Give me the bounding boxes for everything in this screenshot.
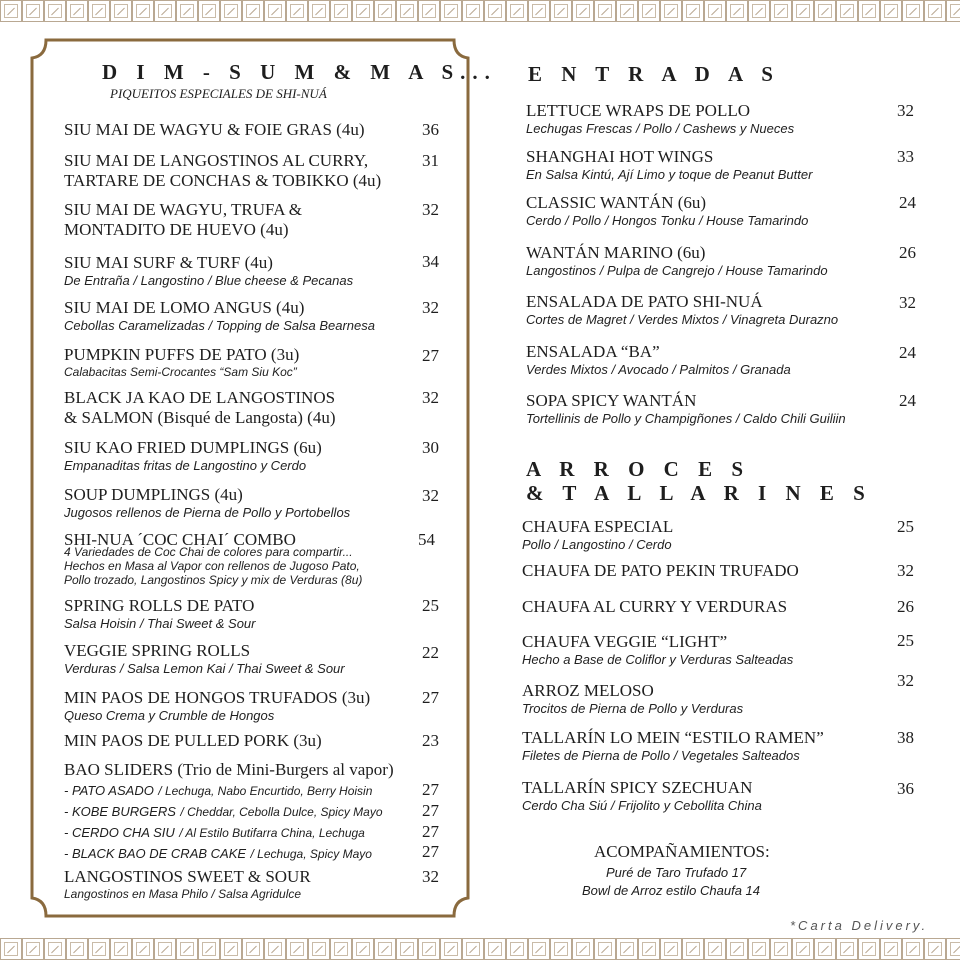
item-name: SIU MAI DE WAGYU & FOIE GRAS (4u) [64,120,365,139]
ornament-tile [0,0,22,22]
item-description: Trocitos de Pierna de Pollo y Verduras [522,701,744,716]
ornament-tile [770,0,792,22]
ornament-tile [484,0,506,22]
item-name-line2: MONTADITO DE HUEVO (4u) [64,220,289,239]
ornament-tile [880,938,902,960]
ornament-tile [792,938,814,960]
ornament-tile [858,0,880,22]
ornament-tile [176,0,198,22]
ornament-tile [726,0,748,22]
item-name: PUMPKIN PUFFS DE PATO (3u) [64,345,300,364]
ornament-tile [198,0,220,22]
item-name-line2: & SALMON (Bisqué de Langosta) (4u) [64,408,336,427]
menu-item [522,517,673,552]
ornament-tile [594,0,616,22]
item-description: Cerdo / Pollo / Hongos Tonku / House Tamarindo [526,213,809,228]
item-description: Empanaditas fritas de Langostino y Cerdo [64,458,307,473]
bao-description: / Cheddar, Cebolla Dulce, Spicy Mayo [180,805,383,819]
ornament-tile [154,0,176,22]
item-name: BAO SLIDERS (Trio de Mini-Burgers al vapor) [64,760,394,779]
item-price: 24 [899,193,916,212]
item-price: 32 [422,388,439,407]
ornament-tile [330,0,352,22]
item-description: Verdes Mixtos / Avocado / Palmitos / Granada [526,362,791,377]
item-price: 26 [899,243,916,262]
ornament-tile [330,938,352,960]
ornament-tile [0,938,22,960]
item-price: 25 [897,631,914,650]
menu-item [64,253,353,288]
ornament-tile [132,938,154,960]
item-description: Langostinos en Masa Philo / Salsa Agridulce [64,887,302,901]
ornament-tile [704,938,726,960]
item-price: 54 [418,530,435,549]
ornament-tile [902,0,924,22]
item-description: Salsa Hoisin / Thai Sweet & Sour [64,616,256,631]
menu-item [526,391,846,426]
ornament-tile [308,938,330,960]
ornament-tile [44,938,66,960]
item-name: SIU MAI SURF & TURF (4u) [64,253,273,272]
item-name: ENSALADA “BA” [526,342,660,361]
item-price: 32 [422,867,439,886]
ornament-tile [836,938,858,960]
item-price: 34 [422,252,439,271]
ornament-tile [902,938,924,960]
ornament-tile [880,0,902,22]
ornament-tile [594,938,616,960]
item-name: SHI-NUA ´COC CHAI´ COMBO [64,530,296,549]
ornament-tile [462,938,484,960]
item-name: SOUP DUMPLINGS (4u) [64,485,243,504]
menu-item [64,731,322,751]
ornament-tile [748,0,770,22]
item-name: SIU MAI DE LOMO ANGUS (4u) [64,298,305,317]
ornament-tile [660,938,682,960]
item-price: 25 [897,517,914,536]
item-name: CHAUFA AL CURRY Y VERDURAS [522,597,788,616]
ornament-tile [550,938,572,960]
dimsum-subtitle: PIQUEITOS ESPECIALES DE SHI-NUÁ [110,86,327,101]
ornament-tile [792,0,814,22]
item-name: CHAUFA ESPECIAL [522,517,674,536]
ornament-tile [88,0,110,22]
menu-item [522,597,787,617]
ornament-tile [110,0,132,22]
ornament-tile [616,0,638,22]
ornament-tile [484,938,506,960]
item-price: 32 [422,486,439,505]
menu-item [64,151,381,191]
item-name: SHANGHAI HOT WINGS [526,147,714,166]
item-price: 31 [422,151,439,170]
menu-item [522,681,743,716]
item-name: SIU MAI DE WAGYU, TRUFA & [64,200,303,219]
item-description: Langostinos / Pulpa de Cangrejo / House Tamarindo [526,263,828,278]
ornament-tile [110,938,132,960]
menu-item [64,530,362,587]
item-description: Tortellinis de Pollo y Champigñones / Caldo Chili Guiliin [526,411,846,426]
menu-item [64,120,365,140]
ornament-tile [374,938,396,960]
ornament-tile [682,0,704,22]
ornament-tile [418,938,440,960]
menu-item [64,760,394,780]
ornament-tile [44,0,66,22]
bao-name: - KOBE BURGERS [64,804,176,819]
bao-row [64,782,372,800]
ornament-tile [220,0,242,22]
item-price: 32 [899,293,916,312]
menu-item [64,345,299,379]
ornament-tile [374,0,396,22]
ornament-tile [220,938,242,960]
ornament-tile [924,938,946,960]
side-dish-line: Puré de Taro Trufado 17 [606,865,747,880]
item-name: MIN PAOS DE PULLED PORK (3u) [64,731,322,750]
ornament-tile [946,0,960,22]
ornament-tile [506,938,528,960]
item-price: 24 [899,391,916,410]
item-price: 26 [897,597,914,616]
bao-name: - PATO ASADO [64,783,154,798]
bao-row [64,803,383,821]
ornament-tile [154,938,176,960]
item-price: 27 [422,780,439,799]
item-price: 32 [897,561,914,580]
item-name: LETTUCE WRAPS DE POLLO [526,101,750,120]
bao-row [64,845,372,863]
ornament-tile [352,938,374,960]
item-name: SOPA SPICY WANTÁN [526,391,697,410]
item-price: 30 [422,438,439,457]
item-price: 32 [422,200,439,219]
ornament-tile [858,938,880,960]
ornament-tile [462,0,484,22]
ornament-tile [264,0,286,22]
top-ornament-border [0,0,960,22]
item-description: Pollo / Langostino / Cerdo [522,537,672,552]
item-price: 32 [897,671,914,690]
ornament-tile [660,0,682,22]
item-description: En Salsa Kintú, Ají Limo y toque de Peanut Butter [526,167,813,182]
menu-item [64,388,336,428]
item-description-line3: Pollo trozado, Langostinos Spicy y mix de Verduras (8u) [64,573,363,587]
menu-item [526,243,828,278]
bao-description: / Al Estilo Butifarra China, Lechuga [179,826,365,840]
ornament-tile [814,938,836,960]
item-name: SIU KAO FRIED DUMPLINGS (6u) [64,438,322,457]
item-price: 36 [897,779,914,798]
side-dish-line: Bowl de Arroz estilo Chaufa 14 [582,883,761,898]
ornament-tile [726,938,748,960]
item-name: LANGOSTINOS SWEET & SOUR [64,867,311,886]
bottom-ornament-border [0,938,960,960]
entradas-title: E N T R A D A S [528,62,780,86]
item-name: SIU MAI DE LANGOSTINOS AL CURRY, [64,151,369,170]
item-price: 25 [422,596,439,615]
item-name: ARROZ MELOSO [522,681,654,700]
ornament-tile [572,938,594,960]
ornament-tile [22,0,44,22]
ornament-tile [506,0,528,22]
ornament-tile [198,938,220,960]
item-price: 27 [422,688,439,707]
item-name: BLACK JA KAO DE LANGOSTINOS [64,388,336,407]
menu-item [64,485,350,520]
item-name: CHAUFA VEGGIE “LIGHT” [522,632,728,651]
menu-item [522,728,824,763]
ornament-tile [770,938,792,960]
item-description: Cebollas Caramelizadas / Topping de Salsa Bearnesa [64,318,375,333]
ornament-tile [22,938,44,960]
ornament-tile [528,938,550,960]
item-price: 38 [897,728,914,747]
menu-item [522,778,762,813]
item-description: Jugosos rellenos de Pierna de Pollo y Portobellos [64,505,351,520]
menu-item [522,561,799,581]
item-price: 27 [422,822,439,841]
item-name: MIN PAOS DE HONGOS TRUFADOS (3u) [64,688,371,707]
ornament-tile [440,938,462,960]
delivery-footnote: *Carta Delivery. [790,918,929,933]
item-name: SPRING ROLLS DE PATO [64,596,255,615]
ornament-tile [286,938,308,960]
ornament-tile [946,938,960,960]
dimsum-title: D I M - S U M & M A S... [102,60,497,84]
menu-item [64,596,255,631]
arroces-title-line2: & T A L L A R I N E S [526,481,872,505]
item-price: 32 [897,101,914,120]
ornament-tile [308,0,330,22]
item-description: Queso Crema y Crumble de Hongos [64,708,275,723]
item-price: 27 [422,842,439,861]
item-description: Calabacitas Semi-Crocantes “Sam Siu Koc” [64,365,297,379]
item-name: TALLARÍN LO MEIN “ESTILO RAMEN” [522,728,824,747]
ornament-tile [352,0,374,22]
menu-item [526,342,791,377]
menu-item [526,147,812,182]
menu-item [64,200,302,240]
ornament-tile [550,0,572,22]
item-name-line2: TARTARE DE CONCHAS & TOBIKKO (4u) [64,171,382,190]
item-description: Hecho a Base de Coliflor y Verduras Salteadas [522,652,794,667]
ornament-tile [638,938,660,960]
ornament-tile [242,938,264,960]
arroces-title: A R R O C E S [526,457,751,481]
menu-item [64,688,370,723]
ornament-tile [748,938,770,960]
item-price: 24 [899,343,916,362]
ornament-tile [66,0,88,22]
item-description: De Entraña / Langostino / Blue cheese & Pecanas [64,273,354,288]
ornament-tile [176,938,198,960]
menu-item [526,101,794,136]
ornament-tile [814,0,836,22]
ornament-tile [924,0,946,22]
item-description: Lechugas Frescas / Pollo / Cashews y Nueces [526,121,795,136]
ornament-tile [88,938,110,960]
item-description: Verduras / Salsa Lemon Kai / Thai Sweet & Sour [64,661,345,676]
item-description: 4 Variedades de Coc Chai de colores para compartir... [64,545,353,559]
item-description: Cerdo Cha Siú / Frijolito y Cebollita China [522,798,762,813]
menu-item [64,298,375,333]
item-price: 27 [422,801,439,820]
bao-description: / Lechuga, Spicy Mayo [250,847,372,861]
ornament-tile [836,0,858,22]
ornament-tile [440,0,462,22]
ornament-tile [638,0,660,22]
item-name: TALLARÍN SPICY SZECHUAN [522,778,753,797]
item-price: 32 [422,298,439,317]
item-price: 27 [422,346,439,365]
item-price: 23 [422,731,439,750]
bao-name: - CERDO CHA SIU [64,825,175,840]
menu-item [522,632,793,667]
menu-item [526,292,838,327]
ornament-tile [132,0,154,22]
ornament-tile [418,0,440,22]
ornament-tile [286,0,308,22]
ornament-tile [616,938,638,960]
item-name: ENSALADA DE PATO SHI-NUÁ [526,292,763,311]
item-price: 33 [897,147,914,166]
menu-item [64,438,322,473]
menu-item [64,867,311,901]
item-name: VEGGIE SPRING ROLLS [64,641,251,660]
ornament-tile [704,0,726,22]
bao-row [64,824,365,842]
ornament-tile [242,0,264,22]
ornament-tile [396,0,418,22]
ornament-tile [264,938,286,960]
bao-name: - BLACK BAO DE CRAB CAKE [64,846,247,861]
menu-item [526,193,808,228]
ornament-tile [528,0,550,22]
ornament-tile [572,0,594,22]
item-description: Cortes de Magret / Verdes Mixtos / Vinagreta Durazno [526,312,839,327]
ornament-tile [682,938,704,960]
bao-description: / Lechuga, Nabo Encurtido, Berry Hoisin [158,784,373,798]
item-price: 22 [422,643,439,662]
item-name: WANTÁN MARINO (6u) [526,243,706,262]
acompanamientos-title: ACOMPAÑAMIENTOS: [594,842,770,861]
ornament-tile [396,938,418,960]
item-name: CLASSIC WANTÁN (6u) [526,193,707,212]
menu-item [64,641,345,676]
item-description-line2: Hechos en Masa al Vapor con rellenos de Jugoso Pato, [64,559,360,573]
ornament-tile [66,938,88,960]
item-name: CHAUFA DE PATO PEKIN TRUFADO [522,561,799,580]
item-price: 36 [422,120,439,139]
item-description: Filetes de Pierna de Pollo / Vegetales Salteados [522,748,800,763]
